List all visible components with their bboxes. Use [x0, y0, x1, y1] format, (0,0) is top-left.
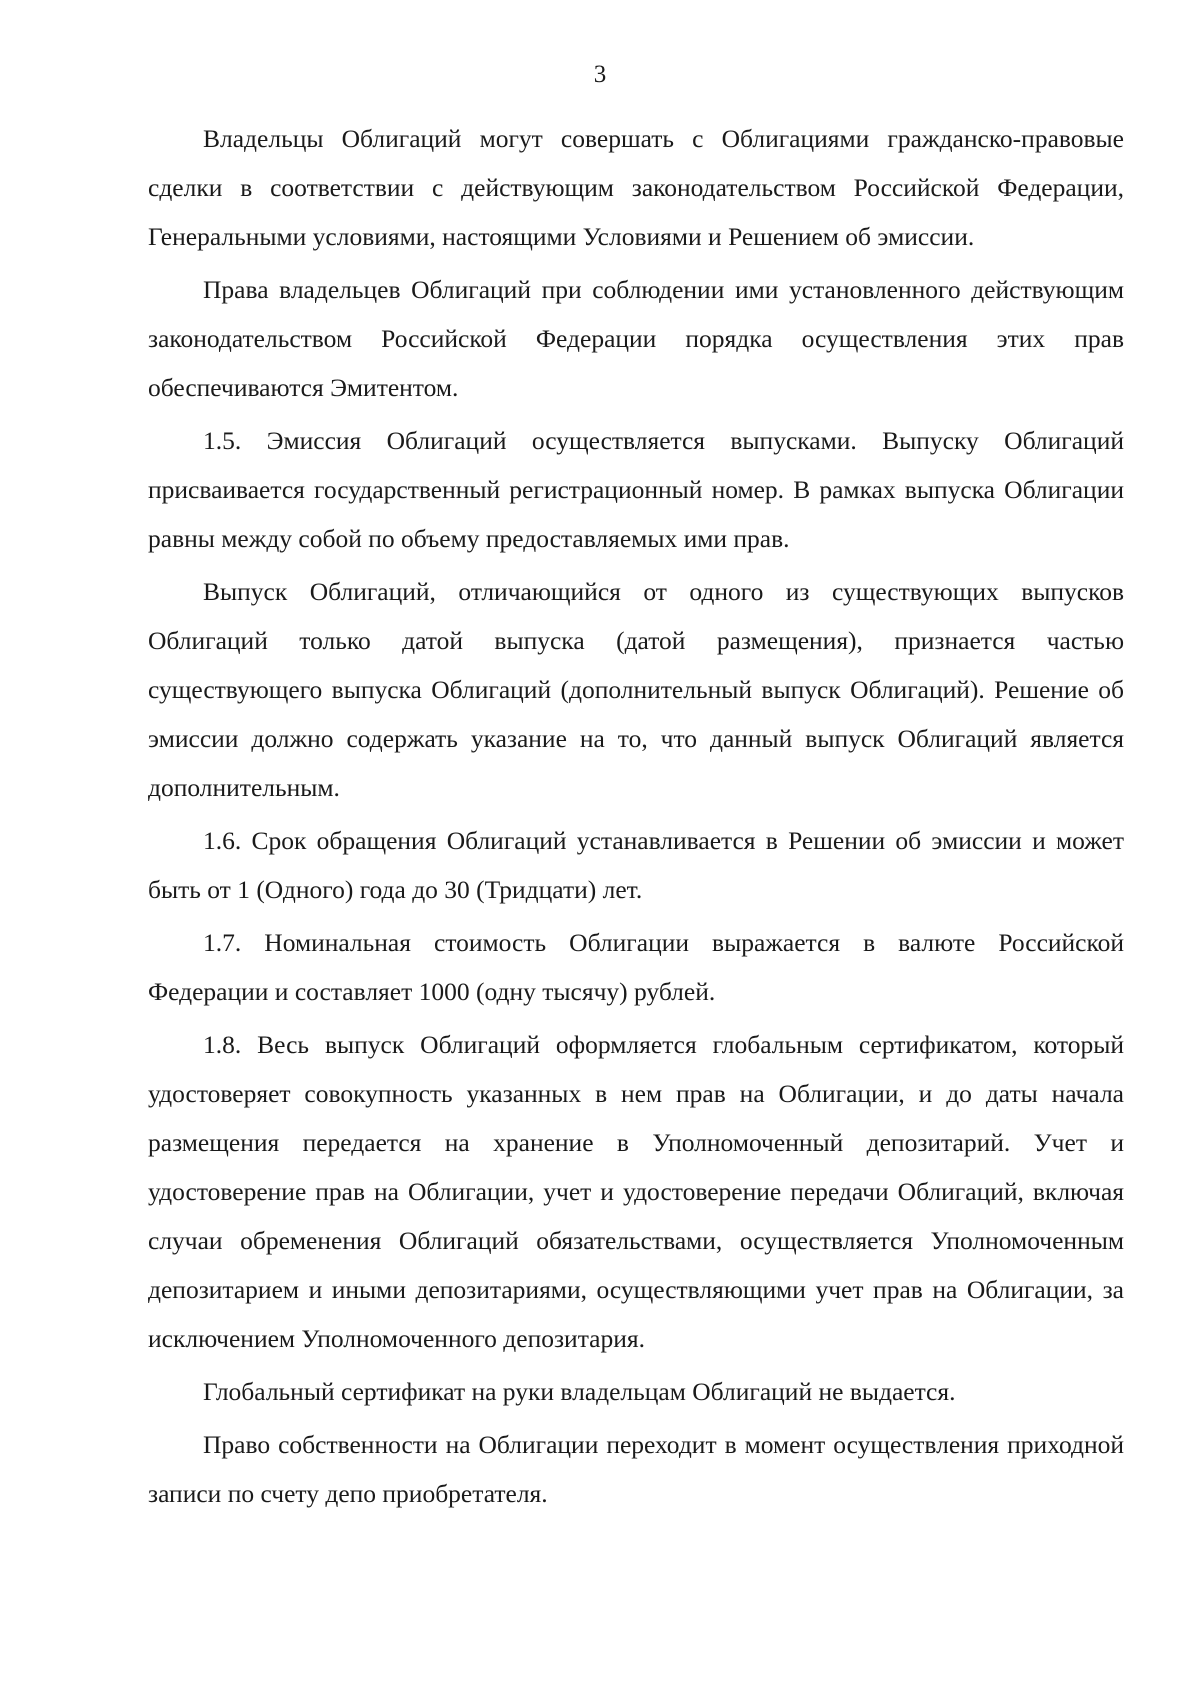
paragraph-1-7-nominal-value: 1.7. Номинальная стоимость Облигации выражается в валюте Российской Федерации и составляет 1000 (одну тысячу) рублей.: [148, 928, 1124, 1006]
paragraph-1-8-global-certificate: 1.8. Весь выпуск Облигаций оформляется глобальным сертификатом, который удостоверяет совокупность указанных в нем прав на Облигации, и до даты начала размещения передается на хранение в Уполномоченный депозитарий. Учет и удостоверение прав на Облигации, учет и удостоверение передачи Облигаций, включая случаи обременения Облигаций обязательствами, осуществляется Уполномоченным депозитарием и иными депозитариями, осуществляющими учет прав на Облигации, за исключением Уполномоченного депозитария.: [148, 1030, 1124, 1353]
paragraph-1-6-term: 1.6. Срок обращения Облигаций устанавливается в Решении об эмиссии и может быть от 1 (Одного) года до 30 (Тридцати) лет.: [148, 826, 1124, 904]
paragraph-additional-issue: Выпуск Облигаций, отличающийся от одного из существующих выпусков Облигаций только датой выпуска (датой размещения), признается частью существующего выпуска Облигаций (дополнительный выпуск Облигаций). Решение об эмиссии должно содержать указание на то, что данный выпуск Облигаций является дополнительным.: [148, 577, 1124, 802]
document-body: [148, 114, 1124, 1522]
page-number: 3: [593, 61, 607, 88]
paragraph-certificate-not-issued: Глобальный сертификат на руки владельцам Облигаций не выдается.: [203, 1377, 956, 1406]
paragraph-bond-transactions: Владельцы Облигаций могут совершать с Облигациями гражданско-правовые сделки в соответствии с действующим законодательством Российской Федерации, Генеральными условиями, настоящими Условиями и Решением об эмиссии.: [148, 124, 1124, 251]
paragraph-1-5-issue: 1.5. Эмиссия Облигаций осуществляется выпусками. Выпуску Облигаций присваивается государственный регистрационный номер. В рамках выпуска Облигации равны между собой по объему предоставляемых ими прав.: [148, 426, 1124, 553]
paragraph-holder-rights: Права владельцев Облигаций при соблюдении ими установленного действующим законодательством Российской Федерации порядка осуществления этих прав обеспечиваются Эмитентом.: [148, 275, 1124, 402]
paragraph-ownership-transfer: Право собственности на Облигации переходит в момент осуществления приходной записи по счету депо приобретателя.: [148, 1430, 1124, 1508]
